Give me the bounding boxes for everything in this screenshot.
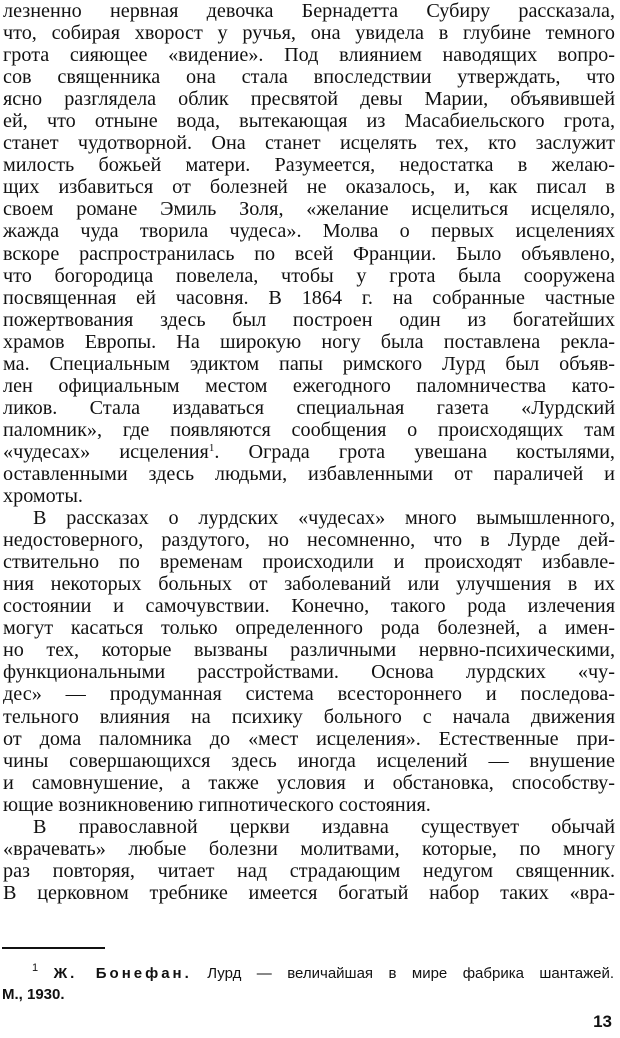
text-line: хромоты. [3,485,83,508]
text-line: что, собирая хворост у ручья, она увидела в глубине темного [3,22,615,45]
text-line: своем романе Эмиль Золя, «желание исцелиться исцеляло, [3,198,615,221]
text-line: грота сияющее «видение». Под влиянием наводящих вопро- [3,44,615,67]
text-line: лен официальным местом ежегодного паломничества като- [3,374,615,397]
text-line: щих избавиться от болезней не оказалось, и, как писал в [3,176,615,199]
main-text [3,0,615,904]
text-fragment: «чудесах» исцеления [3,440,209,463]
text-line: милость божьей матери. Разумеется, недостатка в желаю- [3,154,615,177]
text-line: лезненно нервная девочка Бернадетта Субиру рассказала, [3,0,615,22]
page-number: 13 [593,1012,612,1031]
text-line: чины совершающихся здесь иногда исцелений — внушение [3,749,615,772]
text-line: но тех, которые вызваны различными нервно-психическими, [3,639,615,662]
paragraph-start-line: В рассказах о лурдских «чудесах» много вымышленного, [33,507,615,530]
text-line-with-footnote-ref [3,441,615,463]
text-line: ей, что отныне вода, вытекающая из Масабиельского грота, [3,110,615,133]
text-line: тельного влияния на психику больного с начала движения [3,705,615,728]
text-line: от дома паломника до «мест исцеления». Естественные при- [3,727,615,750]
footnote-author: Ж. Бонефан. [53,965,192,982]
text-line: храмов Европы. На широкую ногу была поставлена рекла- [3,330,615,353]
text-line: посвященная ей часовня. В 1864 г. на собранные частные [3,286,615,309]
footnote-title: Лурд — величайшая в мире фабрика шантажей. [207,965,615,982]
footnote-line [2,963,614,984]
text-line: раз повторяя, читает над страдающим недугом священник. [3,859,615,882]
text-line: недостоверного, раздутого, но несомненно, что в Лурде дей- [3,529,615,552]
text-line: вскоре распространилась по всей Франции. Было объявлено, [3,242,615,265]
text-line: ствительно по временам происходили и происходят избавле- [3,551,615,574]
text-line: ющие возникновению гипнотического состояния. [3,793,431,816]
text-line: «врачевать» любые болезни молитвами, которые, по многу [3,837,615,860]
text-line: жажда чуда творила чудеса». Молва о первых исцелениях [3,220,615,243]
text-line: станет чудотворной. Она станет исцелять тех, кто заслужит [3,132,615,155]
text-line: что богородица повелела, чтобы у грота была сооружена [3,264,615,287]
text-line: функциональными расстройствами. Основа лурдских «чу- [3,661,615,684]
text-line: и самовнушение, а также условия и обстановка, способству- [3,771,615,794]
text-line: состоянии и самочувствии. Конечно, такого рода излечения [3,595,615,618]
footnote-divider [2,947,105,949]
text-fragment: . Ограда грота увешана костылями, [214,440,615,463]
text-line: В церковном требнике имеется богатый набор таких «вра- [3,881,615,904]
text-line: ясно разглядела облик пресвятой девы Марии, объявившей [3,88,615,111]
text-line: ния некоторых больных от заболеваний или улучшения в их [3,573,615,596]
text-line: сов священника она стала впоследствии утверждать, что [3,66,615,89]
text-line: пожертвования здесь был построен один из богатейших [3,308,615,331]
footnote-marker: 1 [32,962,39,974]
text-line: могут касаться только определенного рода болезней, а имен- [3,617,615,640]
text-line: оставленными здесь людьми, избавленными от параличей и [3,462,615,485]
text-line: ма. Специальным эдиктом папы римского Лурд был объяв- [3,352,615,375]
paragraph-start-line: В православной церкви издавна существует обычай [33,815,615,838]
text-line: дес» — продуманная система всестороннего и последова- [3,683,615,706]
footnote-imprint: М., 1930. [2,986,65,1003]
text-line: паломник», где появляются сообщения о происходящих там [3,418,615,441]
footnote-reference[interactable]: 1 [208,441,215,454]
text-line: ликов. Стала издаваться специальная газета «Лурдский [3,396,615,419]
footnote [2,963,614,1005]
